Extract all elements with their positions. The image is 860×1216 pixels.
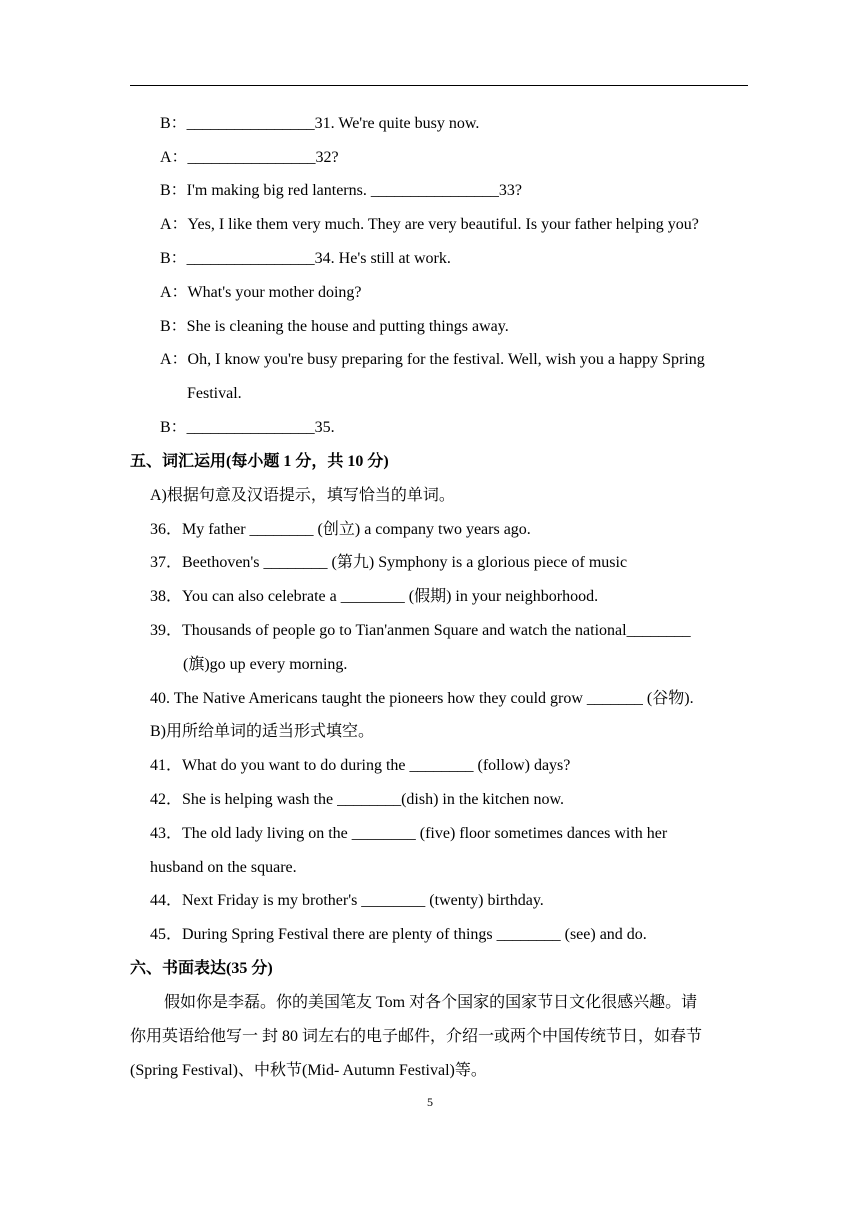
dialogue-line-festival: A：Oh, I know you're busy preparing for the festival. Well, wish you a happy Spring <box>160 351 705 368</box>
question-39: 39．Thousands of people go to Tian'anmen Square and watch the national________ <box>150 622 691 639</box>
writing-prompt-line-2: 你用英语给他写一 封 80 词左右的电子邮件，介绍一或两个中国传统节日，如春节 <box>130 1028 703 1045</box>
question-44: 44．Next Friday is my brother's ________ (twenty) birthday. <box>150 892 544 909</box>
dialogue-line-cleaning: B：She is cleaning the house and putting things away. <box>160 318 509 335</box>
question-38: 38．You can also celebrate a ________ (假期) in your neighborhood. <box>150 588 599 605</box>
question-40: 40. The Native Americans taught the pioneers how they could grow _______ (谷物). <box>150 690 694 707</box>
section-5-part-a: A)根据句意及汉语提示，填写恰当的单词。 <box>150 487 455 504</box>
section-6-heading: 六、书面表达(35 分) <box>130 960 273 977</box>
question-43: 43．The old lady living on the ________ (five) floor sometimes dances with her <box>150 825 668 842</box>
writing-prompt-line-3: (Spring Festival)、中秋节(Mid- Autumn Festival)等。 <box>130 1062 487 1079</box>
question-39-cont: (旗)go up every morning. <box>183 656 348 673</box>
writing-prompt-line-1: 假如你是李磊。你的美国笔友 Tom 对各个国家的国家节日文化很感兴趣。请 <box>164 994 698 1011</box>
question-41: 41．What do you want to do during the ________ (follow) days? <box>150 757 571 774</box>
question-36: 36．My father ________ (创立) a company two years ago. <box>150 521 531 538</box>
question-37: 37．Beethoven's ________ (第九) Symphony is a glorious piece of music <box>150 554 628 571</box>
dialogue-line-festival-cont: Festival. <box>187 385 242 402</box>
dialogue-line-32: A：________________32? <box>160 149 339 166</box>
question-45: 45．During Spring Festival there are plenty of things ________ (see) and do. <box>150 926 647 943</box>
dialogue-line-34: B：________________34. He's still at work. <box>160 250 451 267</box>
section-5-heading: 五、词汇运用(每小题 1 分，共 10 分) <box>130 453 389 470</box>
header-rule <box>130 85 748 86</box>
dialogue-line-35: B：________________35. <box>160 419 335 436</box>
page-number: 5 <box>427 1095 433 1109</box>
question-42: 42．She is helping wash the ________(dish) in the kitchen now. <box>150 791 565 808</box>
dialogue-line-mother: A：What's your mother doing? <box>160 284 362 301</box>
section-5-part-b: B)用所给单词的适当形式填空。 <box>150 723 375 740</box>
question-43-cont: husband on the square. <box>150 859 297 876</box>
dialogue-line-father: A：Yes, I like them very much. They are very beautiful. Is your father helping you? <box>160 216 699 233</box>
dialogue-line-33: B：I'm making big red lanterns. ________________33? <box>160 182 522 199</box>
dialogue-line-31: B：________________31. We're quite busy now. <box>160 115 480 132</box>
